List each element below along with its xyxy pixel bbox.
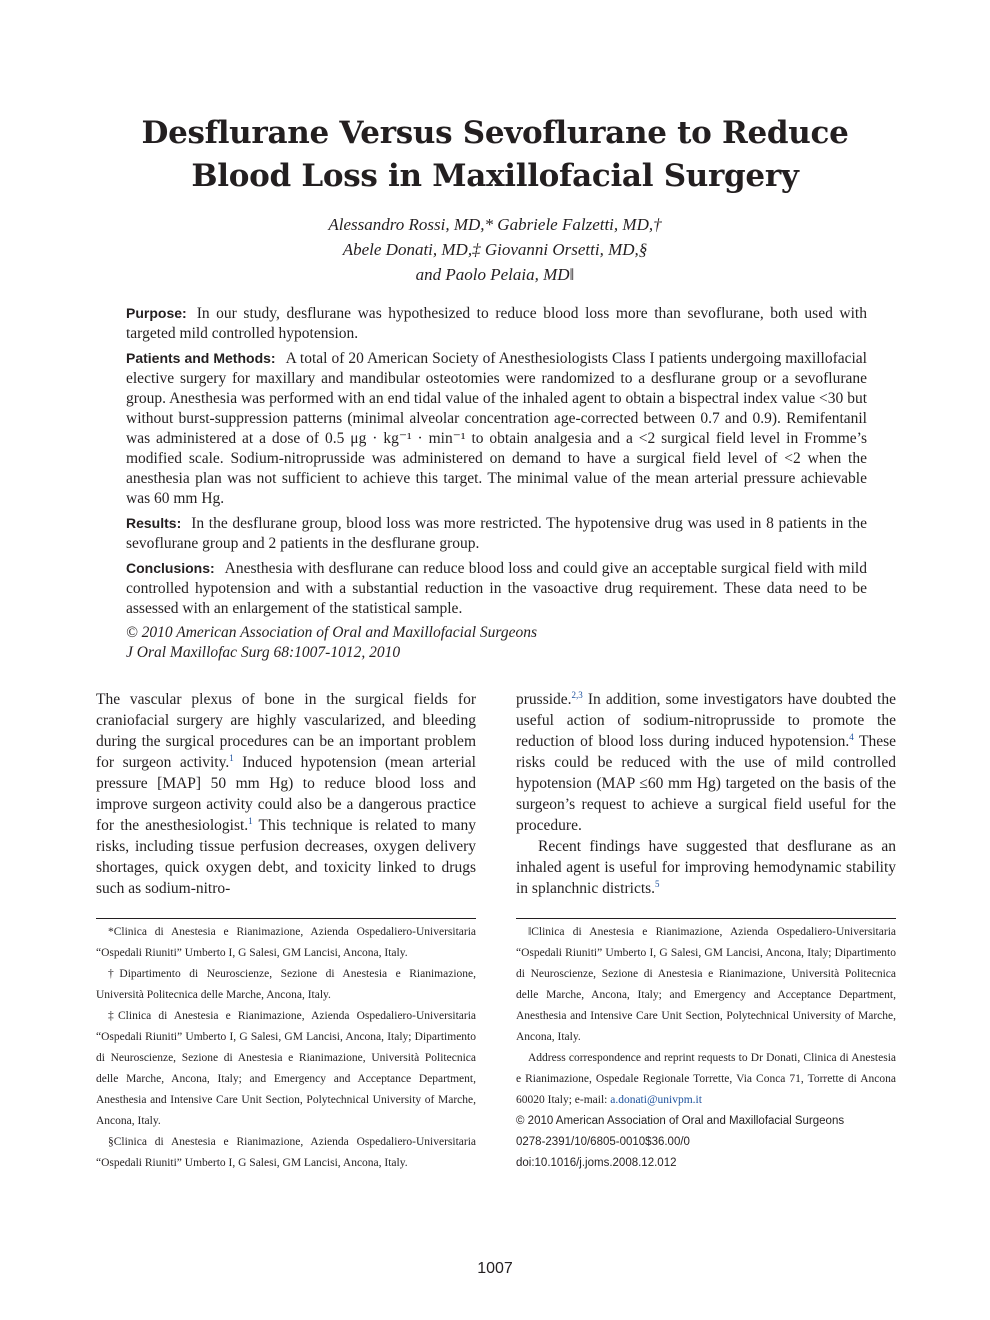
journal-citation: J Oral Maxillofac Surg 68:1007-1012, 2010 <box>126 644 401 661</box>
abstract-results <box>126 513 867 554</box>
body-paragraph <box>516 689 896 836</box>
reference-link[interactable]: 1 <box>229 752 234 763</box>
body-text: Induced hypotension (mean arterial pressure [MAP] 50 mm Hg) to reduce blood loss and improve surgeon activity could also be a dangerous practice for the anesthesiologist. <box>96 754 476 834</box>
title-line-2: Blood Loss in Maxillofacial Surgery <box>191 158 799 194</box>
abstract-copyright: © 2010 American Association of Oral and Maxillofacial Surgeons <box>126 624 538 641</box>
affiliation-footnote: ‡Clinica di Anestesia e Rianimazione, Azienda Ospedaliero-Universitaria “Ospedali Riuniti” Umberto I, G Salesi, GM Lancisi, Ancona, Italy; Dipartimento di Neuroscienze, Sezione di Anestesia e Rianimazione, Università Politecnica delle Marche, Ancona, Italy; and Emergency and Acceptance Department, Anesthesia and Intensive Care Unit Section, Polytechnical University of Marche, Ancona, Italy. <box>96 1010 476 1127</box>
page-number: 1007 <box>477 1260 513 1277</box>
correspondence-text: Address correspondence and reprint requests to Dr Donati, Clinica di Anestesia e Rianimazione, Ospedale Regionale Torrette, Via Conca 71, Torrette di Ancona 60020 Italy; e-mail: <box>516 1052 896 1106</box>
body-text: prusside. <box>516 691 572 708</box>
doi-line[interactable]: doi:10.1016/j.joms.2008.12.012 <box>516 1157 677 1169</box>
authors-line-1: Alessandro Rossi, MD,* Gabriele Falzetti, MD,† <box>328 215 662 234</box>
issn-line: 0278-2391/10/6805-0010$36.00/0 <box>516 1136 690 1148</box>
affiliation-footnote: §Clinica di Anestesia e Rianimazione, Azienda Ospedaliero-Universitaria “Ospedali Riuniti” Umberto I, G Salesi, GM Lancisi, Ancona, Italy. <box>96 1136 476 1169</box>
body-text: Recent findings have suggested that desflurane as an inhaled agent is useful for improving hemodynamic stability in splanchnic districts. <box>516 838 896 897</box>
body-paragraph <box>96 689 476 899</box>
abstract-purpose <box>126 303 867 344</box>
methods-text: A total of 20 American Society of Anesthesiologists Class I patients undergoing maxillofacial elective surgery for maxillary and mandibular osteotomies were randomized to a desflurane group or a sevoflurane group. Anesthesia was performed with an end tidal value of the inhaled agent to obtain a bispectral index value <30 but without burst-suppression patterns (minimal alveolar concentration age-corrected between 0.7 and 0.9). Remifentanil was administered at a dose of 0.5 μg · kg⁻¹ · min⁻¹ to obtain analgesia and a <2 surgical field level in Fromme’s modified scale. Sodium-nitroprusside was administered on demand to have a surgical field level of <2 when the anesthesia plan was not sufficient to achieve this target. The minimal value of the mean arterial pressure achievable was 60 mm Hg. <box>126 350 867 507</box>
purpose-text: In our study, desflurane was hypothesized to reduce blood loss more than sevoflurane, both used with targeted mild controlled hypotension. <box>126 305 867 342</box>
results-label: Results: <box>126 515 182 531</box>
footnotes-right <box>516 922 896 1174</box>
article-title <box>95 112 895 198</box>
authors-line-2: Abele Donati, MD,‡ Giovanni Orsetti, MD,§ <box>342 240 648 259</box>
footnotes-left <box>96 922 476 1174</box>
body-text: This technique is related to many risks, including tissue perfusion decreases, oxygen delivery shortages, quick oxygen debt, and toxicity linked to drugs such as sodium-nitro- <box>96 817 476 897</box>
correspondence-note <box>516 1048 896 1111</box>
affiliation-footnote: ‖Clinica di Anestesia e Rianimazione, Azienda Ospedaliero-Universitaria “Ospedali Riuniti” Umberto I, G Salesi, GM Lancisi, Ancona, Italy; Dipartimento di Neuroscienze, Sezione di Anestesia e Rianimazione, Università Politecnica delle Marche, Ancona, Italy; and Emergency and Acceptance Department, Anesthesia and Intensive Care Unit Section, Polytechnical University of Marche, Ancona, Italy. <box>516 926 896 1043</box>
reference-link[interactable]: 5 <box>655 878 660 889</box>
abstract <box>126 303 867 663</box>
reference-link[interactable]: 1 <box>248 815 253 826</box>
author-list <box>95 212 895 287</box>
body-text: In addition, some investigators have doubted the useful action of sodium-nitroprusside to promote the reduction of blood loss during induced hypotension. <box>516 691 896 750</box>
conclusions-label: Conclusions: <box>126 560 215 576</box>
footnote-divider <box>96 918 476 919</box>
footnote-divider <box>516 918 896 919</box>
conclusions-text: Anesthesia with desflurane can reduce blood loss and could give an acceptable surgical field with mild controlled hypotension and with a substantial reduction in the vasoactive drug requirement. These data need to be assessed with an enlargement of the statistical sample. <box>126 560 867 617</box>
body-column-right <box>516 689 896 899</box>
purpose-label: Purpose: <box>126 305 187 321</box>
abstract-conclusions <box>126 558 867 619</box>
affiliation-footnote: *Clinica di Anestesia e Rianimazione, Azienda Ospedaliero-Universitaria “Ospedali Riuniti” Umberto I, G Salesi, GM Lancisi, Ancona, Italy. <box>96 926 476 959</box>
authors-line-3: and Paolo Pelaia, MD‖ <box>415 265 575 284</box>
body-text: These risks could be reduced with the use of mild controlled hypotension (MAP ≤60 mm Hg) targeted on the basis of the surgeon’s request to achieve a surgical field useful for the procedure. <box>516 733 896 834</box>
reference-link[interactable]: 2,3 <box>571 689 583 700</box>
affiliation-footnote: †Dipartimento di Neuroscienze, Sezione di Anestesia e Rianimazione, Università Politecnica delle Marche, Ancona, Italy. <box>96 968 476 1001</box>
reference-link[interactable]: 4 <box>849 731 854 742</box>
methods-label: Patients and Methods: <box>126 350 276 366</box>
body-text: The vascular plexus of bone in the surgical fields for craniofacial surgery are highly vascularized, and bleeding during the surgical procedures can be an important problem for surgeon activity. <box>96 691 476 771</box>
results-text: In the desflurane group, blood loss was more restricted. The hypotensive drug was used in 8 patients in the sevoflurane group and 2 patients in the desflurane group. <box>126 515 867 552</box>
body-paragraph <box>516 836 896 899</box>
email-link[interactable]: a.donati@univpm.it <box>610 1094 702 1106</box>
footer-copyright: © 2010 American Association of Oral and Maxillofacial Surgeons <box>516 1115 845 1127</box>
title-line-1: Desflurane Versus Sevoflurane to Reduce <box>141 115 849 151</box>
body-column-left <box>96 689 476 899</box>
abstract-methods <box>126 348 867 509</box>
